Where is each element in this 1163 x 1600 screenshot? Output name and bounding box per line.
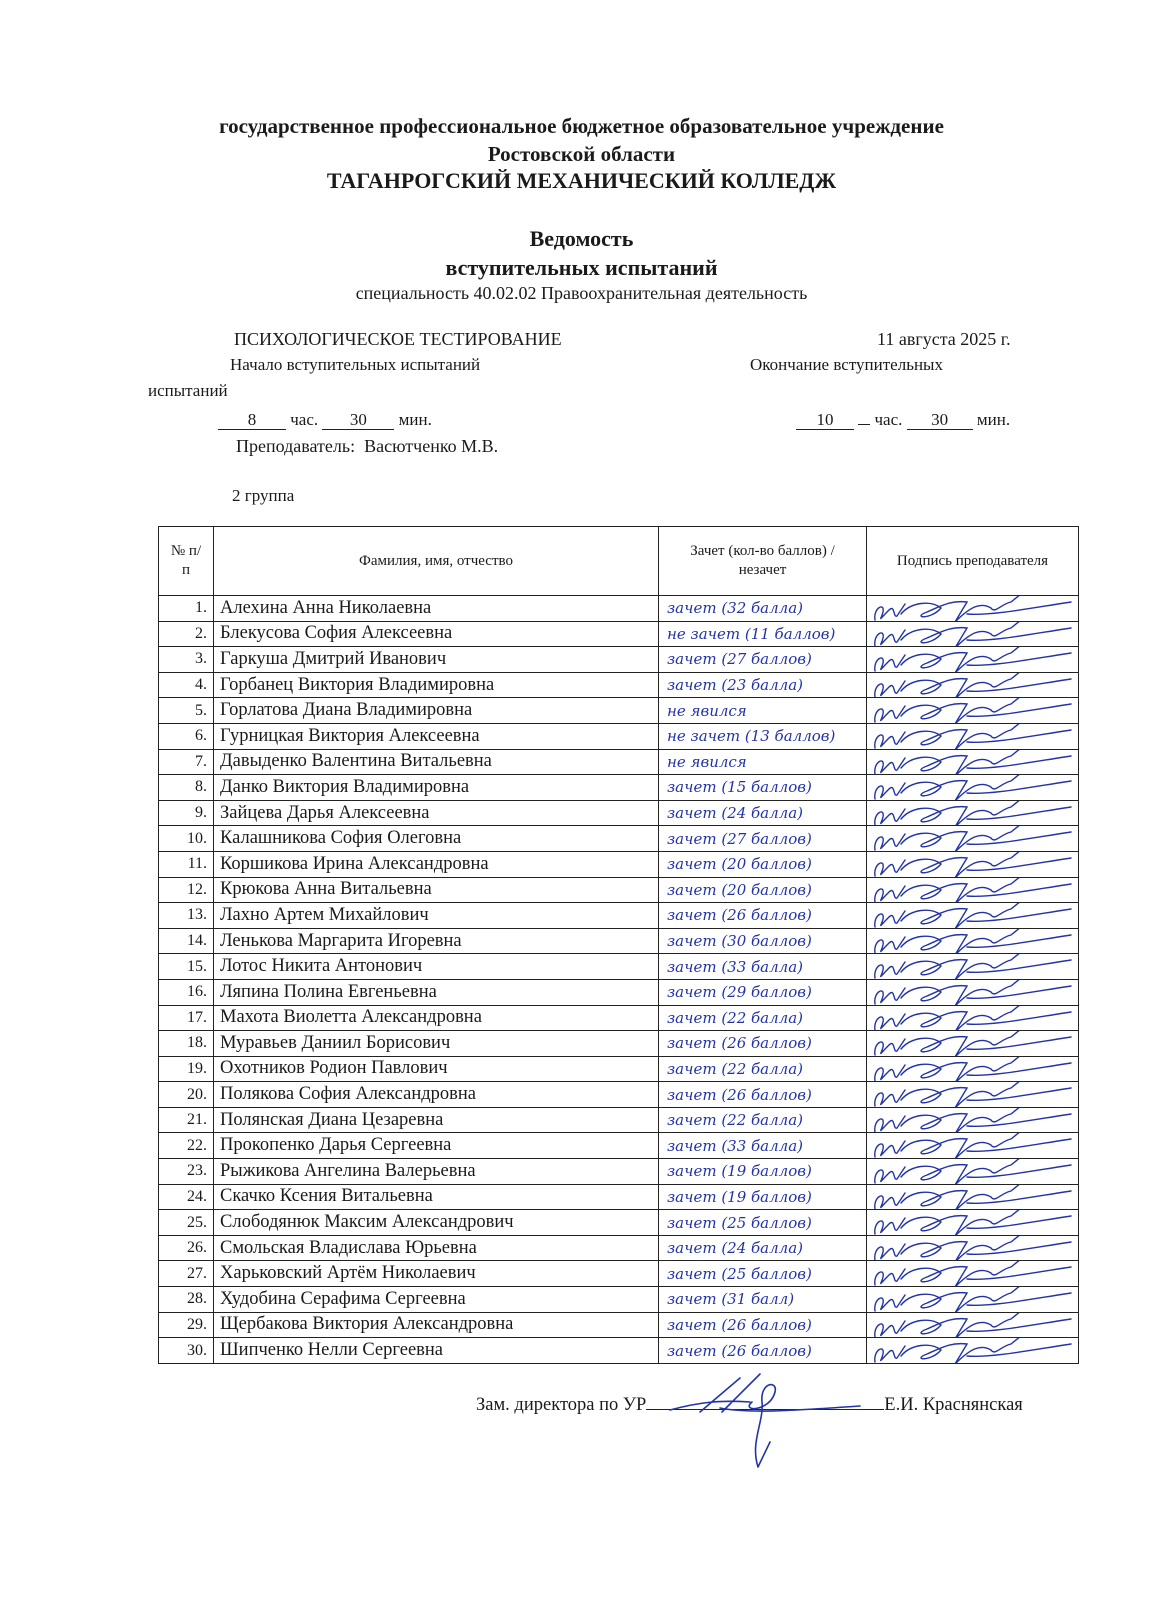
teacher-signature-cell: [867, 723, 1079, 749]
handwritten-signature-icon: [871, 954, 1075, 980]
handwritten-signature-icon: [871, 1159, 1075, 1185]
institution-line-2: Ростовской области: [487, 142, 676, 166]
hours-unit: час.: [290, 410, 319, 429]
table-row: [159, 1082, 1079, 1108]
teacher-signature-cell: [867, 596, 1079, 622]
handwritten-result: зачет (20 баллов): [659, 877, 867, 903]
student-name: Коршикова Ирина Александровна: [214, 851, 659, 877]
handwritten-result: зачет (26 баллов): [659, 1312, 867, 1338]
handwritten-signature-icon: [871, 1210, 1075, 1236]
handwritten-result: зачет (20 баллов): [659, 851, 867, 877]
row-number: 19.: [159, 1056, 214, 1082]
row-number: 4.: [159, 672, 214, 698]
teacher-signature-cell: [867, 1210, 1079, 1236]
teacher-signature-cell: [867, 1338, 1079, 1364]
teacher-signature-cell: [867, 826, 1079, 852]
teacher-signature-cell: [867, 1261, 1079, 1287]
teacher: [236, 436, 498, 457]
row-number: 5.: [159, 698, 214, 724]
handwritten-result: зачет (32 балла): [659, 596, 867, 622]
header-result: Зачет (кол-во баллов) / незачет: [659, 527, 867, 596]
student-name: Горбанец Виктория Владимировна: [214, 672, 659, 698]
handwritten-result: зачет (26 баллов): [659, 1338, 867, 1364]
table-row: [159, 903, 1079, 929]
institution-line-1: государственное профессиональное бюджетное образовательное учреждение: [219, 114, 944, 138]
student-name: Харьковский Артём Николаевич: [214, 1261, 659, 1287]
row-number: 2.: [159, 621, 214, 647]
table-row: [159, 979, 1079, 1005]
handwritten-result: зачет (33 балла): [659, 954, 867, 980]
row-number: 21.: [159, 1107, 214, 1133]
row-number: 8.: [159, 775, 214, 801]
row-number: 30.: [159, 1338, 214, 1364]
teacher-signature-cell: [867, 1184, 1079, 1210]
student-name: Крюкова Анна Витальевна: [214, 877, 659, 903]
handwritten-result: зачет (33 балла): [659, 1133, 867, 1159]
student-name: Гурницкая Виктория Алексеевна: [214, 723, 659, 749]
test-name: ПСИХОЛОГИЧЕСКОЕ ТЕСТИРОВАНИЕ: [234, 329, 562, 349]
handwritten-signature-icon: [871, 1107, 1075, 1133]
end-hours: 10: [796, 411, 854, 430]
row-number: 14.: [159, 928, 214, 954]
student-name: Шипченко Нелли Сергеевна: [214, 1338, 659, 1364]
footer-position: Зам. директора по УР: [476, 1395, 647, 1415]
student-name: Ляпина Полина Евгеньевна: [214, 979, 659, 1005]
row-number: 20.: [159, 1082, 214, 1108]
handwritten-result: не зачет (13 баллов): [659, 723, 867, 749]
table-row: [159, 1107, 1079, 1133]
underline-gap: [858, 424, 870, 425]
row-number: 28.: [159, 1287, 214, 1313]
teacher-signature-cell: [867, 1235, 1079, 1261]
student-name: Алехина Анна Николаевна: [214, 596, 659, 622]
table-row: [159, 749, 1079, 775]
student-name: Полякова София Александровна: [214, 1082, 659, 1108]
minutes-unit: мин.: [398, 410, 432, 429]
handwritten-signature-icon: [871, 672, 1075, 698]
teacher-signature-cell: [867, 928, 1079, 954]
teacher-name: Васютченко М.В.: [364, 436, 499, 456]
handwritten-signature-icon: [871, 903, 1075, 929]
teacher-signature-cell: [867, 851, 1079, 877]
minutes-unit: мин.: [976, 410, 1011, 429]
start-minutes: 30: [322, 411, 394, 430]
handwritten-result: зачет (27 баллов): [659, 826, 867, 852]
student-name: Горлатова Диана Владимировна: [214, 698, 659, 724]
handwritten-result: зачет (24 балла): [659, 1235, 867, 1261]
student-name: Гаркуша Дмитрий Иванович: [214, 647, 659, 673]
teacher-signature-cell: [867, 954, 1079, 980]
row-number: 1.: [159, 596, 214, 622]
row-number: 13.: [159, 903, 214, 929]
table-row: [159, 954, 1079, 980]
table-row: [159, 621, 1079, 647]
student-name: Лотос Никита Антонович: [214, 954, 659, 980]
row-number: 25.: [159, 1210, 214, 1236]
row-number: 22.: [159, 1133, 214, 1159]
handwritten-signature-icon: [871, 1261, 1075, 1287]
handwritten-signature-icon: [871, 1338, 1075, 1364]
teacher-signature-cell: [867, 1159, 1079, 1185]
handwritten-signature-icon: [871, 1184, 1075, 1210]
teacher-signature-cell: [867, 979, 1079, 1005]
teacher-signature-cell: [867, 647, 1079, 673]
row-number: 17.: [159, 1005, 214, 1031]
footer-name: Е.И. Краснянская: [884, 1395, 1023, 1415]
table-row: [159, 1235, 1079, 1261]
row-number: 23.: [159, 1159, 214, 1185]
handwritten-result: зачет (26 баллов): [659, 1031, 867, 1057]
teacher-label: Преподаватель:: [236, 436, 356, 456]
handwritten-signature-icon: [871, 1031, 1075, 1057]
handwritten-signature-icon: [871, 826, 1075, 852]
teacher-signature-cell: [867, 1082, 1079, 1108]
row-number: 26.: [159, 1235, 214, 1261]
handwritten-result: зачет (22 балла): [659, 1005, 867, 1031]
handwritten-signature-icon: [871, 723, 1075, 749]
table-row: [159, 1056, 1079, 1082]
student-name: Калашникова София Олеговна: [214, 826, 659, 852]
handwritten-signature-icon: [871, 596, 1075, 622]
student-name: Блекусова София Алексеевна: [214, 621, 659, 647]
row-number: 6.: [159, 723, 214, 749]
table-row: [159, 800, 1079, 826]
teacher-signature-cell: [867, 1312, 1079, 1338]
row-number: 3.: [159, 647, 214, 673]
table-row: [159, 1312, 1079, 1338]
table-row: [159, 1287, 1079, 1313]
handwritten-result: зачет (15 баллов): [659, 775, 867, 801]
student-name: Скачко Ксения Витальевна: [214, 1184, 659, 1210]
handwritten-signature-icon: [871, 1082, 1075, 1108]
table-row: [159, 672, 1079, 698]
handwritten-result: зачет (25 баллов): [659, 1261, 867, 1287]
row-number: 11.: [159, 851, 214, 877]
table-row: [159, 647, 1079, 673]
exam-date: 11 августа 2025 г.: [877, 329, 1011, 349]
table-header-row: [159, 527, 1079, 596]
teacher-signature-cell: [867, 775, 1079, 801]
student-name: Худобина Серафима Сергеевна: [214, 1287, 659, 1313]
row-number: 16.: [159, 979, 214, 1005]
teacher-signature-cell: [867, 800, 1079, 826]
handwritten-signature-icon: [871, 1312, 1075, 1338]
table-row: [159, 1005, 1079, 1031]
document-title: Ведомость: [529, 226, 634, 251]
student-name: Рыжикова Ангелина Валерьевна: [214, 1159, 659, 1185]
table-row: [159, 851, 1079, 877]
director-signature-icon: [660, 1372, 870, 1472]
teacher-signature-cell: [867, 1133, 1079, 1159]
student-name: Охотников Родион Павлович: [214, 1056, 659, 1082]
student-name: Лахно Артем Михайлович: [214, 903, 659, 929]
handwritten-signature-icon: [871, 749, 1075, 775]
table-row: [159, 596, 1079, 622]
hours-unit: час.: [874, 410, 903, 429]
handwritten-signature-icon: [871, 621, 1075, 647]
teacher-signature-cell: [867, 1056, 1079, 1082]
row-number: 10.: [159, 826, 214, 852]
handwritten-result: зачет (30 баллов): [659, 928, 867, 954]
student-name: Зайцева Дарья Алексеевна: [214, 800, 659, 826]
start-hours: 8: [218, 411, 286, 430]
handwritten-result: зачет (27 баллов): [659, 647, 867, 673]
row-number: 7.: [159, 749, 214, 775]
row-number: 18.: [159, 1031, 214, 1057]
end-minutes: 30: [907, 411, 973, 430]
handwritten-result: не зачет (11 баллов): [659, 621, 867, 647]
table-row: [159, 698, 1079, 724]
handwritten-signature-icon: [871, 775, 1075, 801]
document-subtitle: вступительных испытаний: [445, 255, 718, 280]
teacher-signature-cell: [867, 698, 1079, 724]
group: 2 группа: [232, 486, 295, 505]
student-name: Давыденко Валентина Витальевна: [214, 749, 659, 775]
table-row: [159, 877, 1079, 903]
handwritten-signature-icon: [871, 851, 1075, 877]
handwritten-result: зачет (26 баллов): [659, 903, 867, 929]
handwritten-signature-icon: [871, 1287, 1075, 1313]
table-row: [159, 723, 1079, 749]
table-row: [159, 928, 1079, 954]
start-label: Начало вступительных испытаний: [230, 355, 481, 374]
handwritten-signature-icon: [871, 928, 1075, 954]
start-time: [218, 410, 432, 430]
handwritten-signature-icon: [871, 1133, 1075, 1159]
teacher-signature-cell: [867, 903, 1079, 929]
row-number: 27.: [159, 1261, 214, 1287]
header-num: № п/п: [159, 527, 214, 596]
handwritten-result: не явился: [659, 698, 867, 724]
teacher-signature-cell: [867, 672, 1079, 698]
student-name: Прокопенко Дарья Сергеевна: [214, 1133, 659, 1159]
student-name: Слободянюк Максим Александрович: [214, 1210, 659, 1236]
handwritten-signature-icon: [871, 1005, 1075, 1031]
handwritten-result: зачет (22 балла): [659, 1056, 867, 1082]
teacher-signature-cell: [867, 1031, 1079, 1057]
handwritten-result: зачет (31 балл): [659, 1287, 867, 1313]
handwritten-signature-icon: [871, 647, 1075, 673]
handwritten-result: зачет (29 баллов): [659, 979, 867, 1005]
table-row: [159, 1133, 1079, 1159]
table-row: [159, 1159, 1079, 1185]
row-number: 9.: [159, 800, 214, 826]
table-row: [159, 826, 1079, 852]
row-number: 12.: [159, 877, 214, 903]
handwritten-result: зачет (26 баллов): [659, 1082, 867, 1108]
student-name: Муравьев Даниил Борисович: [214, 1031, 659, 1057]
row-number: 29.: [159, 1312, 214, 1338]
row-number: 15.: [159, 954, 214, 980]
teacher-signature-cell: [867, 877, 1079, 903]
table-row: [159, 1210, 1079, 1236]
end-time: [796, 410, 1010, 430]
handwritten-result: зачет (22 балла): [659, 1107, 867, 1133]
end-label-continued: испытаний: [148, 381, 228, 400]
header-signature: Подпись преподавателя: [867, 527, 1079, 596]
table-row: [159, 1184, 1079, 1210]
handwritten-signature-icon: [871, 1056, 1075, 1082]
table-row: [159, 1338, 1079, 1364]
handwritten-result: зачет (24 балла): [659, 800, 867, 826]
teacher-signature-cell: [867, 1005, 1079, 1031]
student-name: Махота Виолетта Александровна: [214, 1005, 659, 1031]
table-row: [159, 1261, 1079, 1287]
results-table: [158, 526, 1079, 1364]
handwritten-result: зачет (19 баллов): [659, 1184, 867, 1210]
table-row: [159, 775, 1079, 801]
handwritten-result: зачет (25 баллов): [659, 1210, 867, 1236]
student-name: Данко Виктория Владимировна: [214, 775, 659, 801]
teacher-signature-cell: [867, 749, 1079, 775]
college-name: ТАГАНРОГСКИЙ МЕХАНИЧЕСКИЙ КОЛЛЕДЖ: [326, 168, 837, 193]
handwritten-signature-icon: [871, 979, 1075, 1005]
handwritten-result: не явился: [659, 749, 867, 775]
student-name: Смольская Владислава Юрьевна: [214, 1235, 659, 1261]
row-number: 24.: [159, 1184, 214, 1210]
handwritten-result: зачет (23 балла): [659, 672, 867, 698]
handwritten-signature-icon: [871, 877, 1075, 903]
end-label: Окончание вступительных: [750, 355, 943, 374]
handwritten-signature-icon: [871, 698, 1075, 724]
teacher-signature-cell: [867, 1107, 1079, 1133]
handwritten-result: зачет (19 баллов): [659, 1159, 867, 1185]
student-name: Полянская Диана Цезаревна: [214, 1107, 659, 1133]
teacher-signature-cell: [867, 1287, 1079, 1313]
teacher-signature-cell: [867, 621, 1079, 647]
handwritten-signature-icon: [871, 800, 1075, 826]
specialty: специальность 40.02.02 Правоохранительная деятельность: [355, 283, 808, 303]
table-row: [159, 1031, 1079, 1057]
handwritten-signature-icon: [871, 1235, 1075, 1261]
student-name: Щербакова Виктория Александровна: [214, 1312, 659, 1338]
student-name: Ленькова Маргарита Игоревна: [214, 928, 659, 954]
header-fio: Фамилия, имя, отчество: [214, 527, 659, 596]
